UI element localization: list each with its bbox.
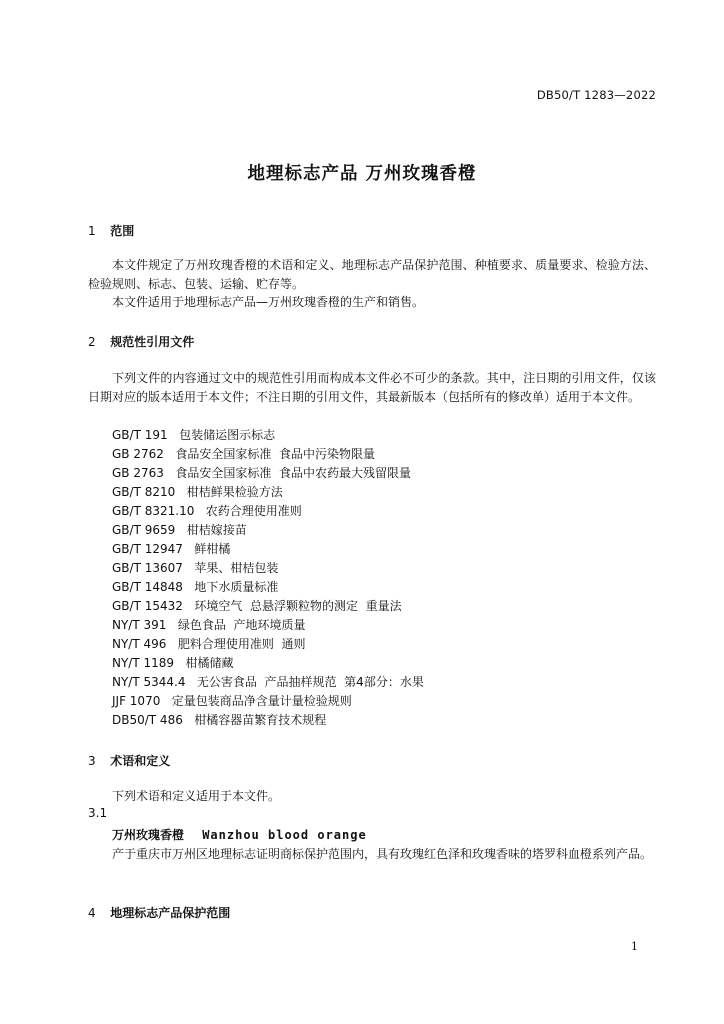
section-title: 范围 (110, 224, 135, 238)
term-chinese: 万州玫瑰香橙 (112, 828, 185, 842)
section-2-paragraph-1: 下列文件的内容通过文中的规范性引用而构成本文件必不可少的条款。其中，注日期的引用文件，仅该日期对应的版本适用于本文件；不注日期的引用文件，其最新版本（包括所有的修改单）适用于本文件。 (88, 371, 656, 404)
section-title: 术语和定义 (110, 754, 171, 768)
section-title: 规范性引用文件 (110, 335, 195, 349)
section-number: 1 (88, 224, 96, 238)
term-english: Wanzhou blood orange (202, 828, 367, 842)
section-number: 4 (88, 906, 96, 920)
reference-item: NY/T 1189 柑橘储藏 (112, 656, 234, 670)
reference-item: GB/T 13607 苹果、柑桔包装 (112, 561, 279, 575)
reference-item: GB/T 8210 柑桔鲜果检验方法 (112, 485, 283, 499)
reference-list (112, 426, 424, 730)
term-definition: 产于重庆市万州区地理标志证明商标保护范围内，具有玫瑰红色泽和玫瑰香味的塔罗科血橙系列产品。 (112, 847, 653, 861)
reference-item: GB/T 15432 环境空气 总悬浮颗粒物的测定 重量法 (112, 599, 402, 613)
section-1-paragraph-1: 本文件规定了万州玫瑰香橙的术语和定义、地理标志产品保护范围、种植要求、质量要求、检验方法、检验规则、标志、包装、运输、贮存等。 (88, 258, 656, 291)
section-1-heading (88, 222, 134, 239)
reference-item: NY/T 391 绿色食品 产地环境质量 (112, 618, 306, 632)
clause-number: 3.1 (88, 806, 108, 820)
document-title: 地理标志产品 万州玫瑰香橙 (247, 164, 477, 184)
reference-item: JJF 1070 定量包装商品净含量计量检验规则 (112, 694, 352, 708)
section-2-heading (88, 333, 194, 350)
term-entry (112, 826, 367, 843)
reference-item: GB/T 14848 地下水质量标准 (112, 580, 279, 594)
reference-item: GB 2762 食品安全国家标准 食品中污染物限量 (112, 447, 375, 461)
reference-item: NY/T 496 肥料合理使用准则 通则 (112, 637, 306, 651)
section-number: 2 (88, 335, 96, 349)
section-1-paragraph-2: 本文件适用于地理标志产品—万州玫瑰香橙的生产和销售。 (112, 295, 425, 309)
reference-item: DB50/T 486 柑橘容器苗繁育技术规程 (112, 713, 327, 727)
reference-item: GB 2763 食品安全国家标准 食品中农药最大残留限量 (112, 466, 411, 480)
page-number: 1 (631, 940, 638, 953)
reference-item: GB/T 9659 柑桔嫁接苗 (112, 523, 247, 537)
section-3-heading (88, 752, 170, 769)
section-title: 地理标志产品保护范围 (110, 906, 231, 920)
section-3-paragraph-1: 下列术语和定义适用于本文件。 (112, 789, 281, 803)
reference-item: NY/T 5344.4 无公害食品 产品抽样规范 第4部分：水果 (112, 675, 424, 689)
section-number: 3 (88, 754, 96, 768)
section-4-heading (88, 904, 230, 921)
standard-code: DB50/T 1283—2022 (536, 88, 656, 102)
reference-item: GB/T 8321.10 农药合理使用准则 (112, 504, 302, 518)
reference-item: GB/T 191 包装储运图示标志 (112, 428, 276, 442)
reference-item: GB/T 12947 鲜柑橘 (112, 542, 231, 556)
